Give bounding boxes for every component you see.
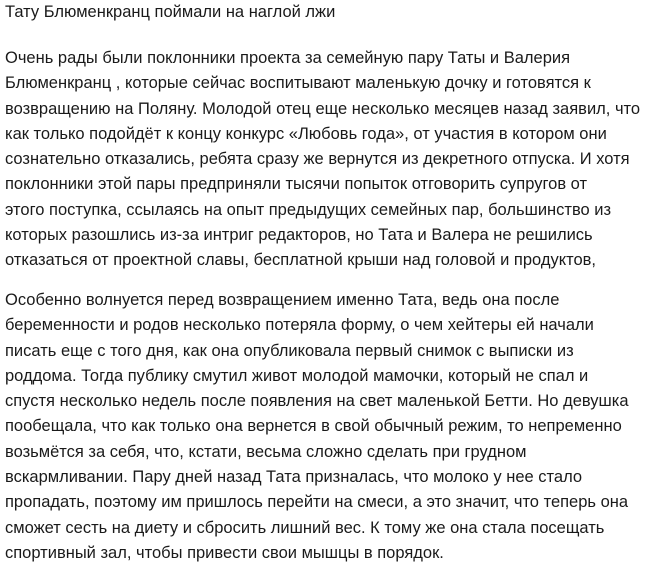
paragraph-line: роддома. Тогда публику смутил живот молодой мамочки, который не спал и [5, 366, 589, 385]
paragraph-line: Очень рады были поклонники проекта за семейную пару Таты и Валерия [5, 49, 571, 67]
paragraph-line: писать еще с того дня, как она опубликовала первый снимок с выписки из [5, 341, 574, 360]
paragraph-line: отказаться от проектной славы, бесплатной крыши над головой и продуктов, [5, 251, 596, 270]
paragraph-line: которых разошлись из-за интриг редакторов, но Тата и Валера не решились [5, 226, 593, 245]
paragraph-line: возьмётся за себя, что, кстати, весьма сложно сделать при грудном [5, 442, 527, 461]
paragraph-line: вскармливании. Пару дней назад Тата призналась, что молоко у нее стало [5, 468, 583, 487]
article-paragraph-1 [5, 46, 640, 274]
paragraph-line: этого поступка, ссылаясь на опыт предыдущих семейных пар, большинство из [5, 200, 612, 219]
paragraph-line: сможет сесть на диету и сбросить лишний вес. К тому же она стала посещать [5, 518, 605, 537]
paragraph-line: сознательно отказались, ребята сразу же вернутся из декретного отпуска. И хотя [5, 150, 630, 169]
paragraph-line: пропадать, поэтому им пришлось перейти на смеси, а это значит, что теперь она [5, 493, 629, 512]
article-paragraph-2 [5, 288, 629, 566]
paragraph-line: пообещала, что как только она вернется в свой обычный режим, то непременно [5, 417, 622, 436]
paragraph-line: как только подойдёт к концу конкурс «Любовь года», от участия в котором они [5, 124, 607, 143]
paragraph-line: Особенно волнуется перед возвращением именно Тата, ведь она после [5, 291, 560, 309]
paragraph-line: беременности и родов несколько потеряла форму, о чем хейтеры ей начали [5, 316, 594, 335]
paragraph-line: поклонники этой пары предприняли тысячи попыток отговорить супругов от [5, 175, 588, 194]
paragraph-line: Блюменкранц , которые сейчас воспитывают маленькую дочку и готовятся к [5, 74, 591, 93]
paragraph-line: спортивный зал, чтобы привести свои мышцы в порядок. [5, 543, 444, 562]
article-title: Тату Блюменкранц поймали на наглой лжи [5, 3, 336, 21]
paragraph-line: возвращению на Поляну. Молодой отец еще несколько месяцев назад заявил, что [5, 99, 641, 118]
paragraph-line: спустя несколько недель после появления на свет маленькой Бетти. Но девушка [5, 392, 629, 411]
article [5, 0, 667, 562]
